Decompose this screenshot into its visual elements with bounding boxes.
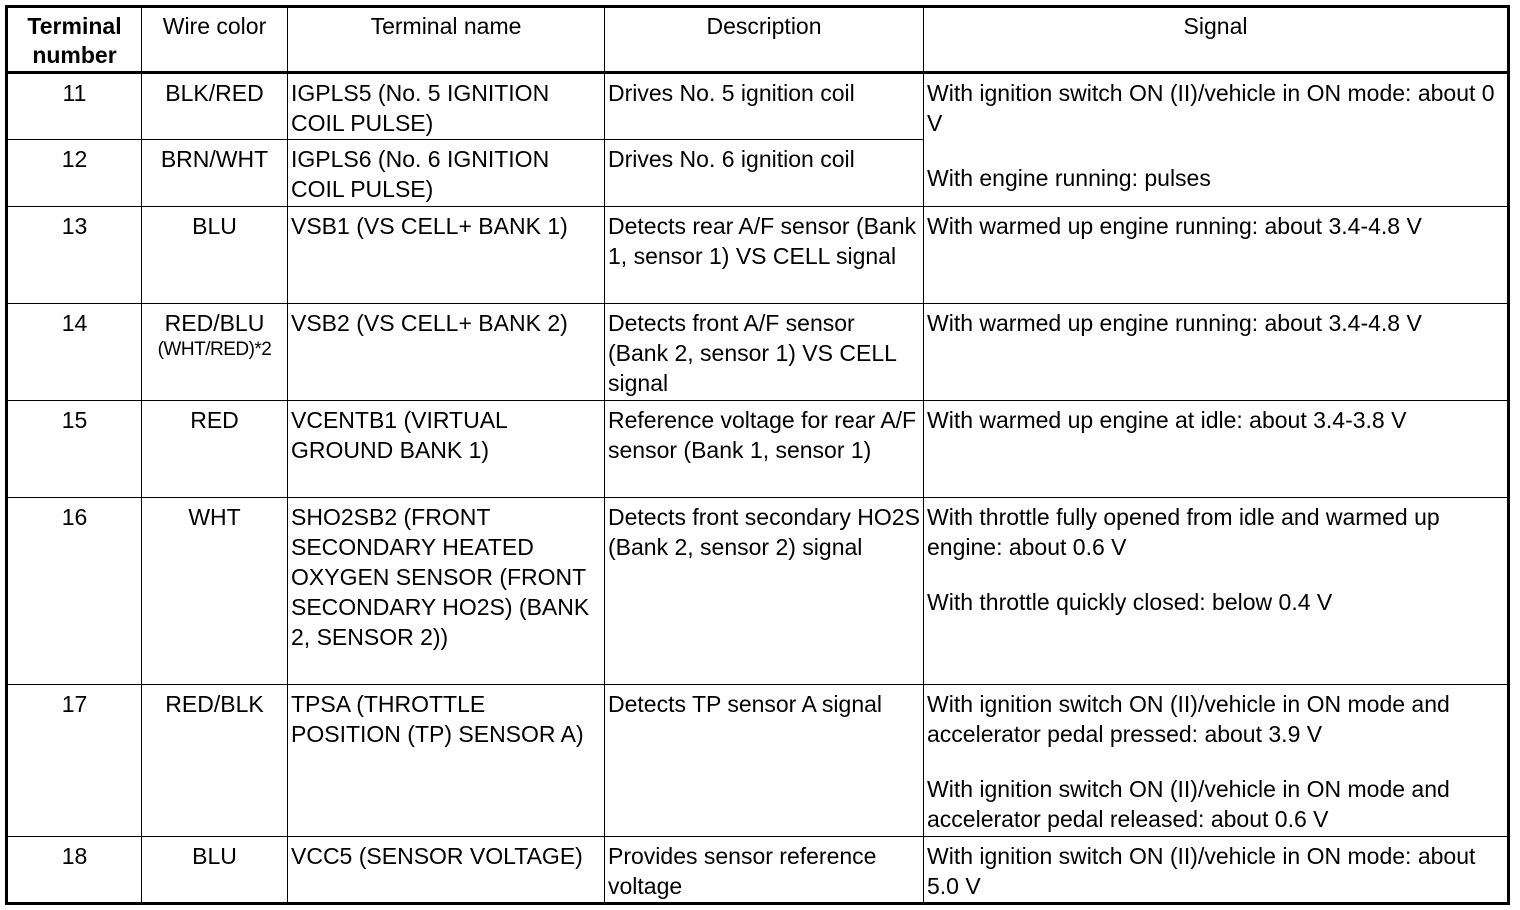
terminal-name-cell: SHO2SB2 (FRONT SECONDARY HEATED OXYGEN SENSOR (FRONT SECONDARY HO2S) (BANK 2, SENSOR 2)) bbox=[288, 498, 605, 685]
signal-cell bbox=[924, 73, 1509, 207]
signal-line: With warmed up engine at idle: about 3.4-3.8 V bbox=[927, 407, 1407, 433]
terminal-table-container bbox=[5, 5, 1507, 905]
signal-line: With throttle quickly closed: below 0.4 V bbox=[927, 589, 1333, 615]
signal-line: With ignition switch ON (II)/vehicle in ON mode: about 5.0 V bbox=[927, 843, 1476, 899]
header-terminal-number: Terminal number bbox=[7, 7, 142, 73]
wire-color-cell: BLK/RED bbox=[142, 73, 288, 140]
signal-cell bbox=[924, 401, 1509, 498]
table-row bbox=[7, 304, 1509, 401]
signal-line: With warmed up engine running: about 3.4-4.8 V bbox=[927, 310, 1422, 336]
wire-color-primary: RED/BLU bbox=[164, 310, 265, 336]
description-cell: Drives No. 5 ignition coil bbox=[605, 73, 924, 140]
description-cell: Detects rear A/F sensor (Bank 1, sensor 1) VS CELL signal bbox=[605, 207, 924, 304]
terminal-number-cell: 18 bbox=[7, 837, 142, 904]
table-header-row bbox=[7, 7, 1509, 73]
wire-color-cell: WHT bbox=[142, 498, 288, 685]
wire-color-cell: BLU bbox=[142, 207, 288, 304]
signal-cell bbox=[924, 685, 1509, 837]
header-description: Description bbox=[605, 7, 924, 73]
terminal-table bbox=[5, 5, 1510, 905]
signal-line: With warmed up engine running: about 3.4-4.8 V bbox=[927, 213, 1422, 239]
signal-line: With engine running: pulses bbox=[927, 165, 1211, 191]
table-row bbox=[7, 498, 1509, 685]
signal-line: With ignition switch ON (II)/vehicle in ON mode and accelerator pedal pressed: about 3.9 V bbox=[927, 691, 1450, 747]
description-cell: Reference voltage for rear A/F sensor (Bank 1, sensor 1) bbox=[605, 401, 924, 498]
signal-line: With throttle fully opened from idle and warmed up engine: about 0.6 V bbox=[927, 504, 1440, 560]
description-cell: Detects TP sensor A signal bbox=[605, 685, 924, 837]
signal-line: With ignition switch ON (II)/vehicle in ON mode: about 0 V bbox=[927, 80, 1495, 136]
table-row bbox=[7, 401, 1509, 498]
header-terminal-name: Terminal name bbox=[288, 7, 605, 73]
wire-color-cell: BRN/WHT bbox=[142, 140, 288, 207]
terminal-number-cell: 11 bbox=[7, 73, 142, 140]
terminal-number-cell: 15 bbox=[7, 401, 142, 498]
signal-cell bbox=[924, 207, 1509, 304]
signal-cell bbox=[924, 304, 1509, 401]
signal-cell bbox=[924, 837, 1509, 904]
wire-color-cell: RED/BLK bbox=[142, 685, 288, 837]
signal-cell bbox=[924, 498, 1509, 685]
table-row bbox=[7, 73, 1509, 140]
wire-color-cell: RED bbox=[142, 401, 288, 498]
wire-color-cell: BLU bbox=[142, 837, 288, 904]
description-cell: Detects front secondary HO2S (Bank 2, sensor 2) signal bbox=[605, 498, 924, 685]
terminal-number-cell: 16 bbox=[7, 498, 142, 685]
wire-color-alternate: (WHT/RED)*2 bbox=[157, 339, 272, 360]
table-row bbox=[7, 685, 1509, 837]
description-cell: Drives No. 6 ignition coil bbox=[605, 140, 924, 207]
wire-color-cell bbox=[142, 304, 288, 401]
terminal-name-cell: IGPLS6 (No. 6 IGNITION COIL PULSE) bbox=[288, 140, 605, 207]
header-signal: Signal bbox=[924, 7, 1509, 73]
terminal-name-cell: VCC5 (SENSOR VOLTAGE) bbox=[288, 837, 605, 904]
description-cell: Provides sensor reference voltage bbox=[605, 837, 924, 904]
terminal-name-cell: TPSA (THROTTLE POSITION (TP) SENSOR A) bbox=[288, 685, 605, 837]
terminal-number-cell: 13 bbox=[7, 207, 142, 304]
table-row bbox=[7, 207, 1509, 304]
terminal-name-cell: VSB1 (VS CELL+ BANK 1) bbox=[288, 207, 605, 304]
terminal-number-cell: 14 bbox=[7, 304, 142, 401]
header-wire-color: Wire color bbox=[142, 7, 288, 73]
terminal-number-cell: 17 bbox=[7, 685, 142, 837]
terminal-number-cell: 12 bbox=[7, 140, 142, 207]
terminal-name-cell: VCENTB1 (VIRTUAL GROUND BANK 1) bbox=[288, 401, 605, 498]
table-row bbox=[7, 837, 1509, 904]
signal-line: With ignition switch ON (II)/vehicle in ON mode and accelerator pedal released: about 0.6 V bbox=[927, 776, 1450, 832]
terminal-name-cell: VSB2 (VS CELL+ BANK 2) bbox=[288, 304, 605, 401]
description-cell: Detects front A/F sensor (Bank 2, sensor 1) VS CELL signal bbox=[605, 304, 924, 401]
terminal-name-cell: IGPLS5 (No. 5 IGNITION COIL PULSE) bbox=[288, 73, 605, 140]
